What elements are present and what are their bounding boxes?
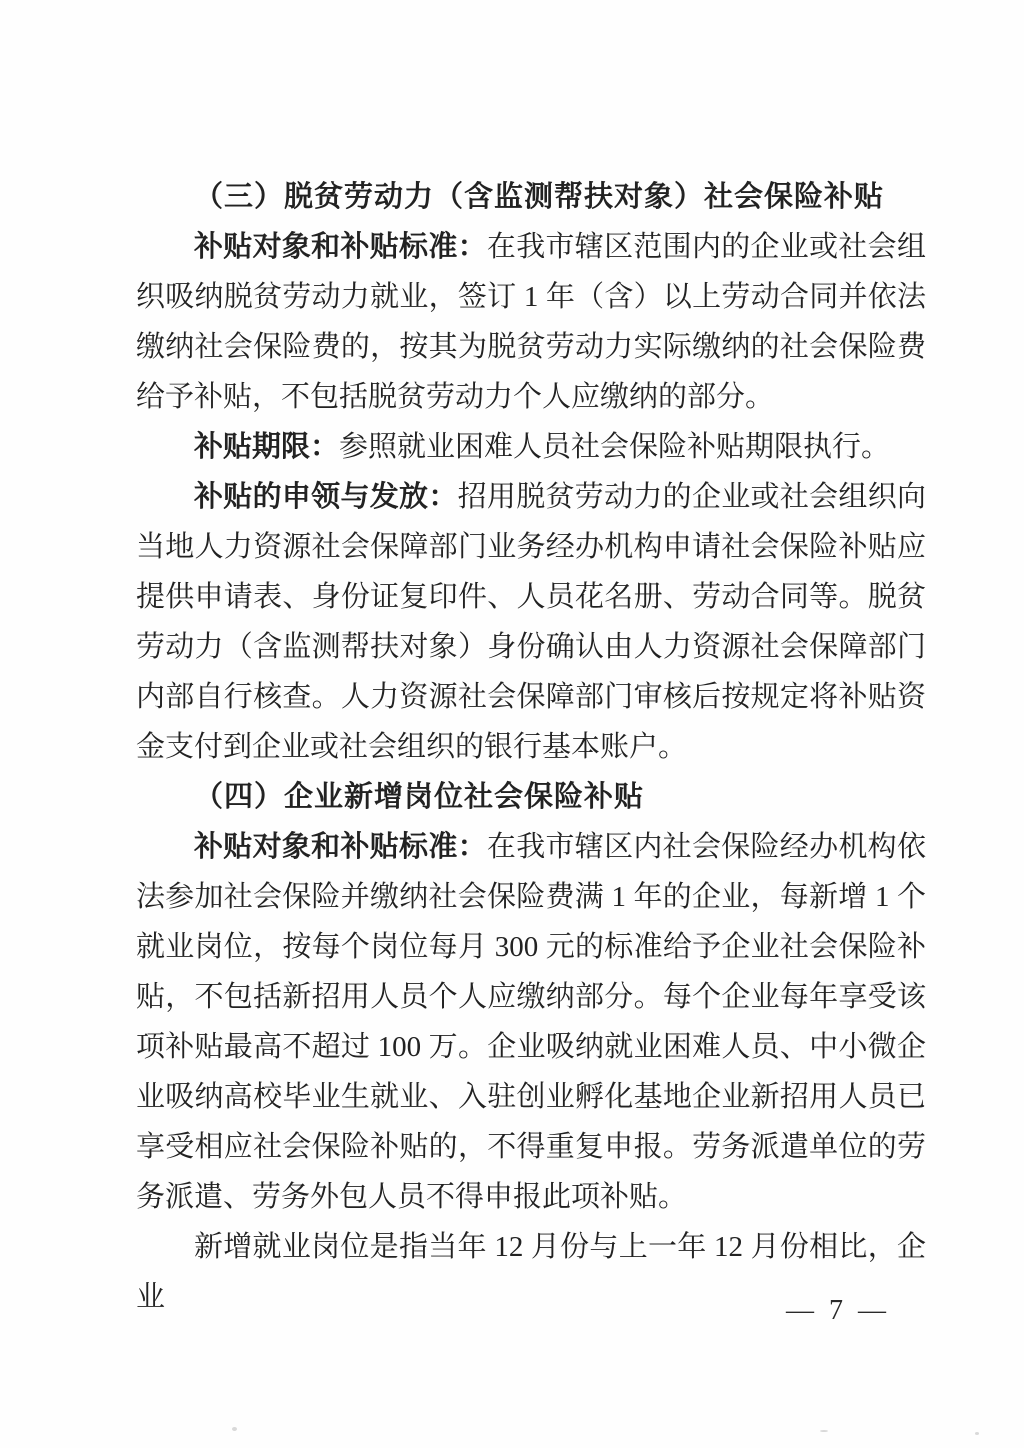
- paragraph-subsidy-application: [136, 472, 926, 772]
- paragraph-lead: 补贴期限：: [194, 431, 340, 463]
- scan-speck: [232, 1427, 237, 1431]
- paragraph-lead: 补贴的申领与发放：: [194, 481, 458, 513]
- paragraph-text: 参照就业困难人员社会保险补贴期限执行。: [339, 431, 891, 463]
- paragraph-text: 新增就业岗位是指当年 12 月份与上一年 12 月份相比，企业: [136, 1231, 926, 1313]
- scan-speck: [975, 1432, 979, 1435]
- section-heading-three: （三）脱贫劳动力（含监测帮扶对象）社会保险补贴: [194, 181, 885, 213]
- paragraph-lead: 补贴对象和补贴标准：: [194, 831, 487, 863]
- paragraph-subsidy-target-3: [136, 222, 926, 422]
- page-number: — 7 —: [786, 1295, 890, 1326]
- paragraph-subsidy-target-4: [136, 822, 926, 1222]
- paragraph-lead: 补贴对象和补贴标准：: [194, 231, 487, 263]
- section-heading-four: （四）企业新增岗位社会保险补贴: [194, 781, 645, 813]
- paragraph-text: 招用脱贫劳动力的企业或社会组织向当地人力资源社会保障部门业务经办机构申请社会保险补贴应提供申请表、身份证复印件、人员花名册、劳动合同等。脱贫劳动力（含监测帮扶对象）身份确认由人力资源社会保障部门内部自行核查。人力资源社会保障部门审核后按规定将补贴资金支付到企业或社会组织的银行基本账户。: [136, 481, 926, 763]
- paragraph-text: 在我市辖区范围内的企业或社会组织吸纳脱贫劳动力就业，签订 1 年（含）以上劳动合同并依法缴纳社会保险费的，按其为脱贫劳动力实际缴纳的社会保险费给予补贴，不包括脱贫劳动力个人应缴纳的部分。: [136, 231, 926, 413]
- document-body: [136, 172, 926, 1322]
- paragraph-subsidy-period: [136, 422, 926, 472]
- paragraph-text: 在我市辖区内社会保险经办机构依法参加社会保险并缴纳社会保险费满 1 年的企业，每新增 1 个就业岗位，按每个岗位每月 300 元的标准给予企业社会保险补贴，不包括新招用人员个人应缴纳部分。每个企业每年享受该项补贴最高不超过 100 万。企业吸纳就业困难人员、中小微企业吸纳高校毕业生就业、入驻创业孵化基地企业新招用人员已享受相应社会保险补贴的，不得重复申报。劳务派遣单位的劳务派遣、劳务外包人员不得申报此项补贴。: [136, 831, 926, 1213]
- scan-speck: [820, 1430, 828, 1432]
